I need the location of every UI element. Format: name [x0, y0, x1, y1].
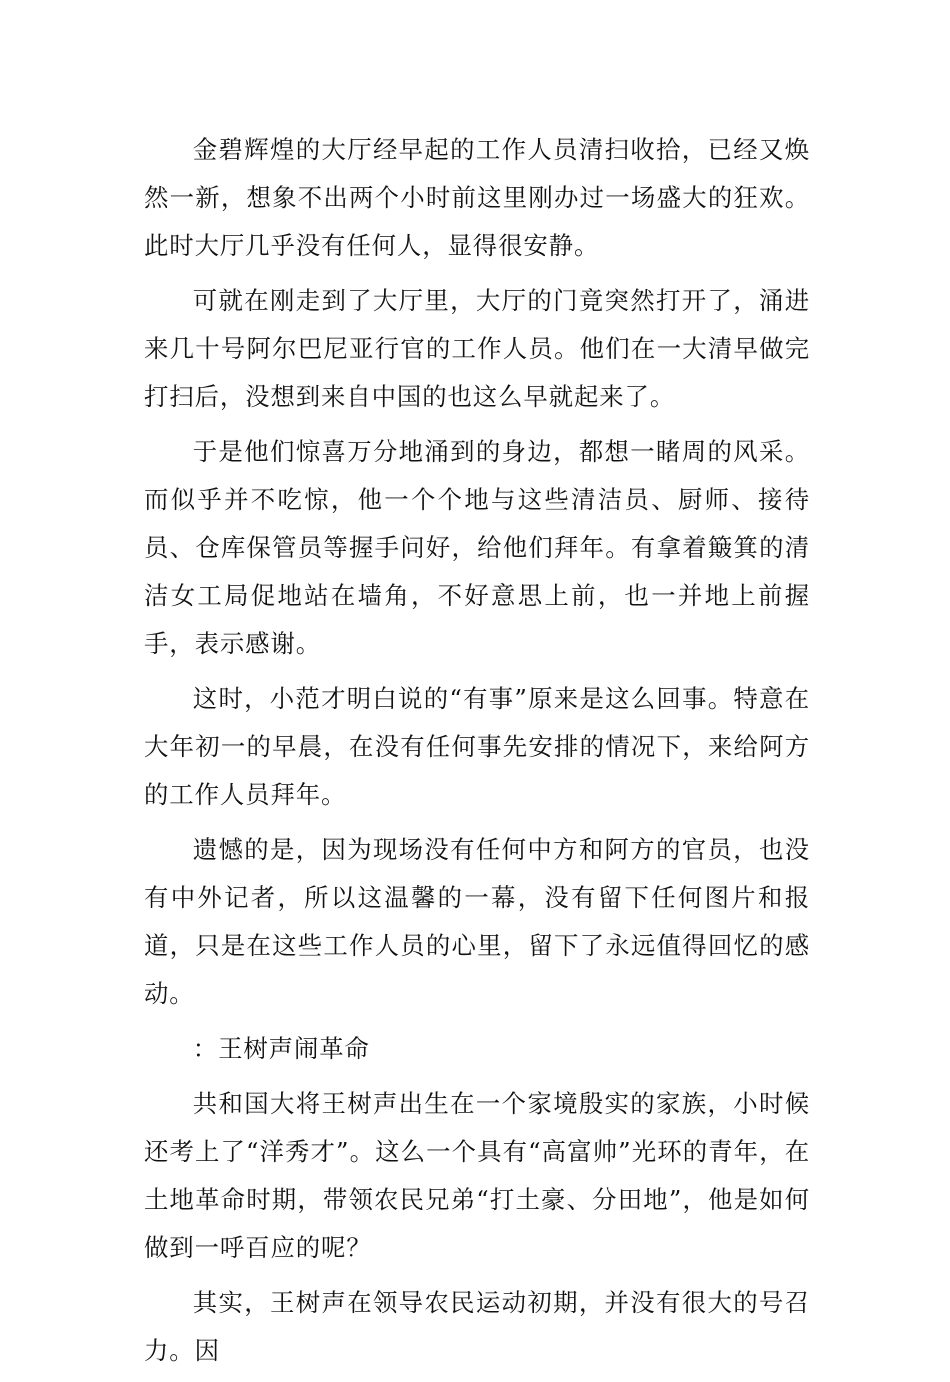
paragraph-6: 共和国大将王树声出生在一个家境殷实的家族，小时候还考上了“洋秀才”。这么一个具有“高富帅”光环的青年，在土地革命时期，带领农民兄弟“打土豪、分田地”，他是如何做到一呼百应的呢？	[144, 1089, 810, 1262]
document-body	[144, 126, 810, 1382]
paragraph-1: 金碧辉煌的大厅经早起的工作人员清扫收拾，已经又焕然一新，想象不出两个小时前这里刚办过一场盛大的狂欢。此时大厅几乎没有任何人，显得很安静。	[144, 135, 810, 260]
paragraph-3: 于是他们惊喜万分地涌到的身边，都想一睹周的风采。而似乎并不吃惊，他一个个地与这些清洁员、厨师、接待员、仓库保管员等握手问好，给他们拜年。有拿着簸箕的清洁女工局促地站在墙角，不好意思上前，也一并地上前握手，表示感谢。	[144, 437, 810, 658]
paragraph-7: 其实，王树声在领导农民运动初期，并没有很大的号召力。因	[144, 1288, 810, 1365]
paragraph-5: 遗憾的是，因为现场没有任何中方和阿方的官员，也没有中外记者，所以这温馨的一幕，没有留下任何图片和报道，只是在这些工作人员的心里，留下了永远值得回忆的感动。	[144, 835, 810, 1008]
paragraph-2: 可就在刚走到了大厅里，大厅的门竟突然打开了，涌进来几十号阿尔巴尼亚行官的工作人员。他们在一大清早做完打扫后，没想到来自中国的也这么早就起来了。	[144, 286, 810, 411]
paragraph-4: 这时，小范才明白说的“有事”原来是这么回事。特意在大年初一的早晨，在没有任何事先安排的情况下，来给阿方的工作人员拜年。	[144, 684, 810, 809]
section-heading: ：王树声闹革命	[192, 1034, 370, 1063]
